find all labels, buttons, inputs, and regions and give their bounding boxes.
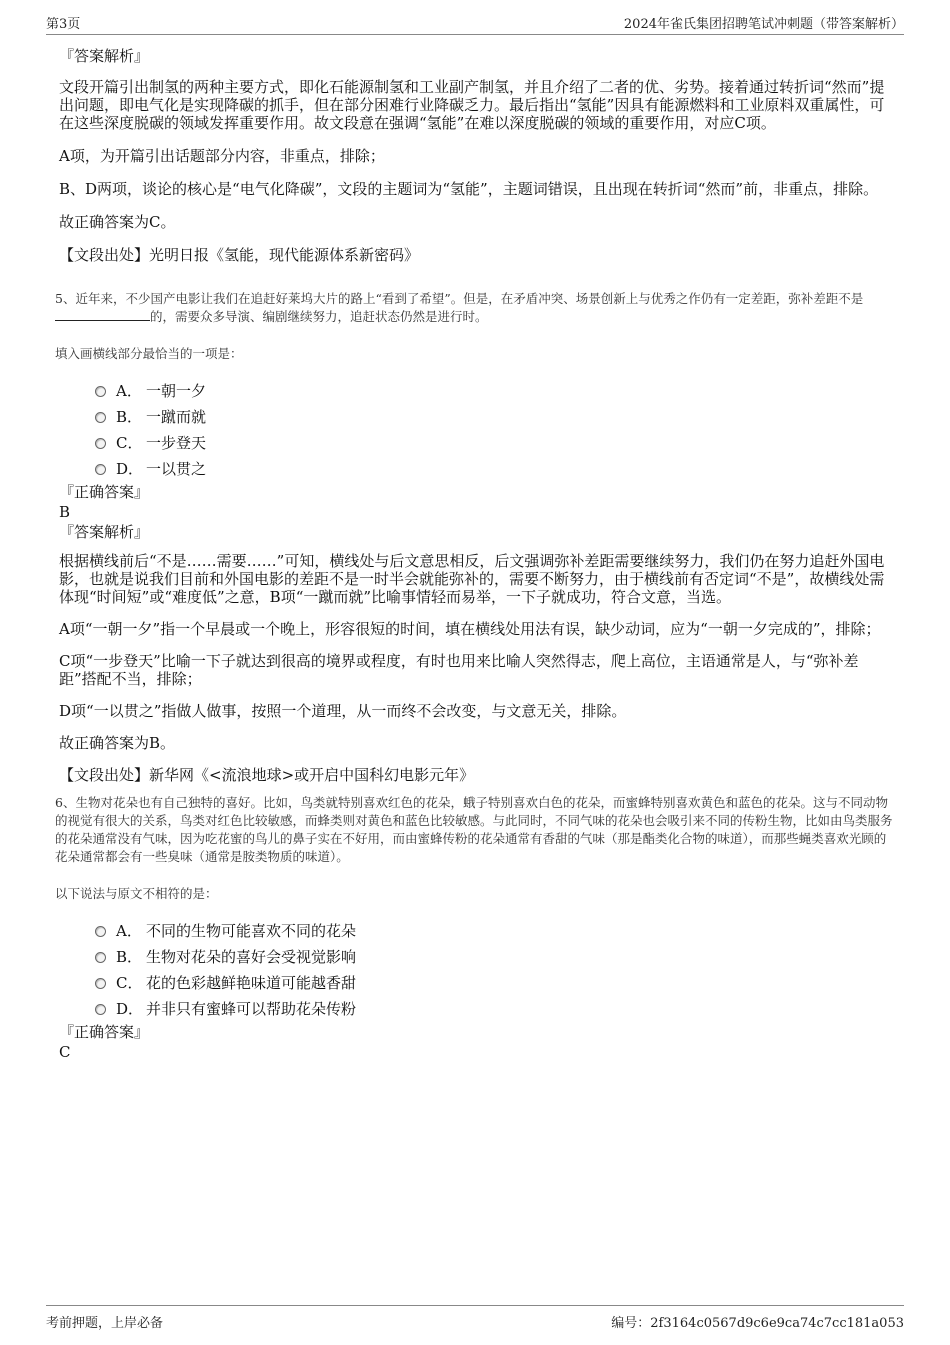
fill-blank: [55, 308, 150, 321]
radio-icon[interactable]: [95, 1004, 106, 1015]
correct-answer-label: 『正确答案』: [59, 1023, 150, 1041]
analysis-label: 『答案解析』: [59, 47, 150, 65]
analysis-paragraph: 根据横线前后“不是……需要……”可知，横线处与后文意思相反，后文强调弥补差距需要继续努力，我们仍在努力追赶外国电影，也就是说我们目前和外国电影的差距不是一时半会就能弥补的，需要不断努力，由于横线前有否定词“不是”，故横线处需体现“时间短”或“难度低”之意，B项“一蹴而就”比喻事情轻而易举，一下子就成功，符合文意，当选。: [59, 552, 885, 606]
page-footer: [46, 1305, 904, 1334]
option-list: [55, 918, 895, 1022]
analysis-paragraph: 故正确答案为B。: [59, 734, 176, 752]
option-d[interactable]: D． 一以贯之: [95, 456, 895, 482]
radio-icon[interactable]: [95, 412, 106, 423]
question-stem: 6、生物对花朵也有自己独特的喜好。比如，鸟类就特别喜欢红色的花朵，蛾子特别喜欢白色的花朵，而蜜蜂特别喜欢黄色和蓝色的花朵。这与不同动物的视觉有很大的关系，鸟类对红色比较敏感，而蜂类则对黄色和蓝色比较敏感。与此同时，不同气味的花朵也会吸引来不同的传粉生物，比如由鸟类服务的花朵通常没有气味，因为吃花蜜的鸟儿的鼻子实在不好用，而由蜜蜂传粉的花朵通常有香甜的气味（那是酯类化合物的味道），而那些蝇类喜欢光顾的花朵通常都会有一些臭味（通常是胺类物质的味道）。: [55, 795, 893, 864]
analysis-paragraph: B、D两项，谈论的核心是“电气化降碳”，文段的主题词为“氢能”，主题词错误，且出现在转折词“然而”前，非重点，排除。: [59, 180, 879, 198]
correct-answer-label: 『正确答案』: [59, 483, 150, 501]
option-list: [55, 378, 895, 482]
option-b[interactable]: B． 一蹴而就: [95, 404, 895, 430]
question-stem-part: 的，需要众多导演、编剧继续努力，追赶状态仍然是进行时。: [150, 309, 488, 324]
analysis-paragraph: 故正确答案为C。: [59, 213, 176, 231]
option-d[interactable]: D． 并非只有蜜蜂可以帮助花朵传粉: [95, 996, 895, 1022]
analysis-paragraph: C项“一步登天”比喻一下子就达到很高的境界或程度，有时也用来比喻人突然得志，爬上高位，主语通常是人，与“弥补差距”搭配不当，排除；: [59, 652, 859, 688]
page-number: 第3页: [46, 17, 81, 32]
question-stem: [55, 290, 895, 326]
radio-icon[interactable]: [95, 386, 106, 397]
option-c[interactable]: C． 一步登天: [95, 430, 895, 456]
option-c[interactable]: C． 花的色彩越鲜艳味道可能越香甜: [95, 970, 895, 996]
option-a[interactable]: A． 一朝一夕: [95, 378, 895, 404]
footer-slogan: 考前押题，上岸必备: [46, 1316, 164, 1331]
analysis-paragraph: 文段开篇引出制氢的两种主要方式，即化石能源制氢和工业副产制氢，并且介绍了二者的优、劣势。接着通过转折词“然而”提出问题，即电气化是实现降碳的抓手，但在部分困难行业降碳乏力。最后指出“氢能”因具有能源燃料和工业原料双重属性，可在这些深度脱碳的领域发挥重要作用。故文段意在强调“氢能”在难以深度脱碳的领域的重要作用，对应C项。: [59, 78, 885, 132]
source-citation: 【文段出处】新华网《<流浪地球>或开启中国科幻电影元年》: [59, 766, 475, 784]
option-a[interactable]: A． 不同的生物可能喜欢不同的花朵: [95, 918, 895, 944]
question-prompt: 填入画横线部分最恰当的一项是：: [55, 346, 243, 361]
main-content: [55, 46, 895, 1062]
radio-icon[interactable]: [95, 952, 106, 963]
question-prompt: 以下说法与原文不相符的是：: [55, 886, 218, 901]
document-title: 2024年雀氏集团招聘笔试冲刺题（带答案解析）: [623, 17, 904, 32]
analysis-label: 『答案解析』: [59, 523, 150, 541]
correct-answer: B: [59, 503, 71, 521]
option-b[interactable]: B． 生物对花朵的喜好会受视觉影响: [95, 944, 895, 970]
page-header: [46, 12, 904, 35]
question-stem-part: 5、近年来，不少国产电影让我们在追赶好莱坞大片的路上“看到了希望”。但是，在矛盾冲突、场景创新上与优秀之作仍有一定差距，弥补差距不是: [55, 291, 864, 306]
radio-icon[interactable]: [95, 926, 106, 937]
source-citation: 【文段出处】光明日报《氢能，现代能源体系新密码》: [59, 246, 420, 264]
analysis-paragraph: A项“一朝一夕”指一个早晨或一个晚上，形容很短的时间，填在横线处用法有误，缺少动词，应为“一朝一夕完成的”，排除；: [59, 620, 881, 638]
radio-icon[interactable]: [95, 978, 106, 989]
correct-answer: C: [59, 1043, 71, 1061]
radio-icon[interactable]: [95, 464, 106, 475]
radio-icon[interactable]: [95, 438, 106, 449]
analysis-paragraph: A项，为开篇引出话题部分内容，非重点，排除；: [59, 147, 385, 165]
analysis-paragraph: D项“一以贯之”指做人做事，按照一个道理，从一而终不会改变，与文意无关，排除。: [59, 702, 627, 720]
document-id: 编号：2f3164c0567d9c6e9ca74c7cc181a053: [611, 1316, 904, 1331]
